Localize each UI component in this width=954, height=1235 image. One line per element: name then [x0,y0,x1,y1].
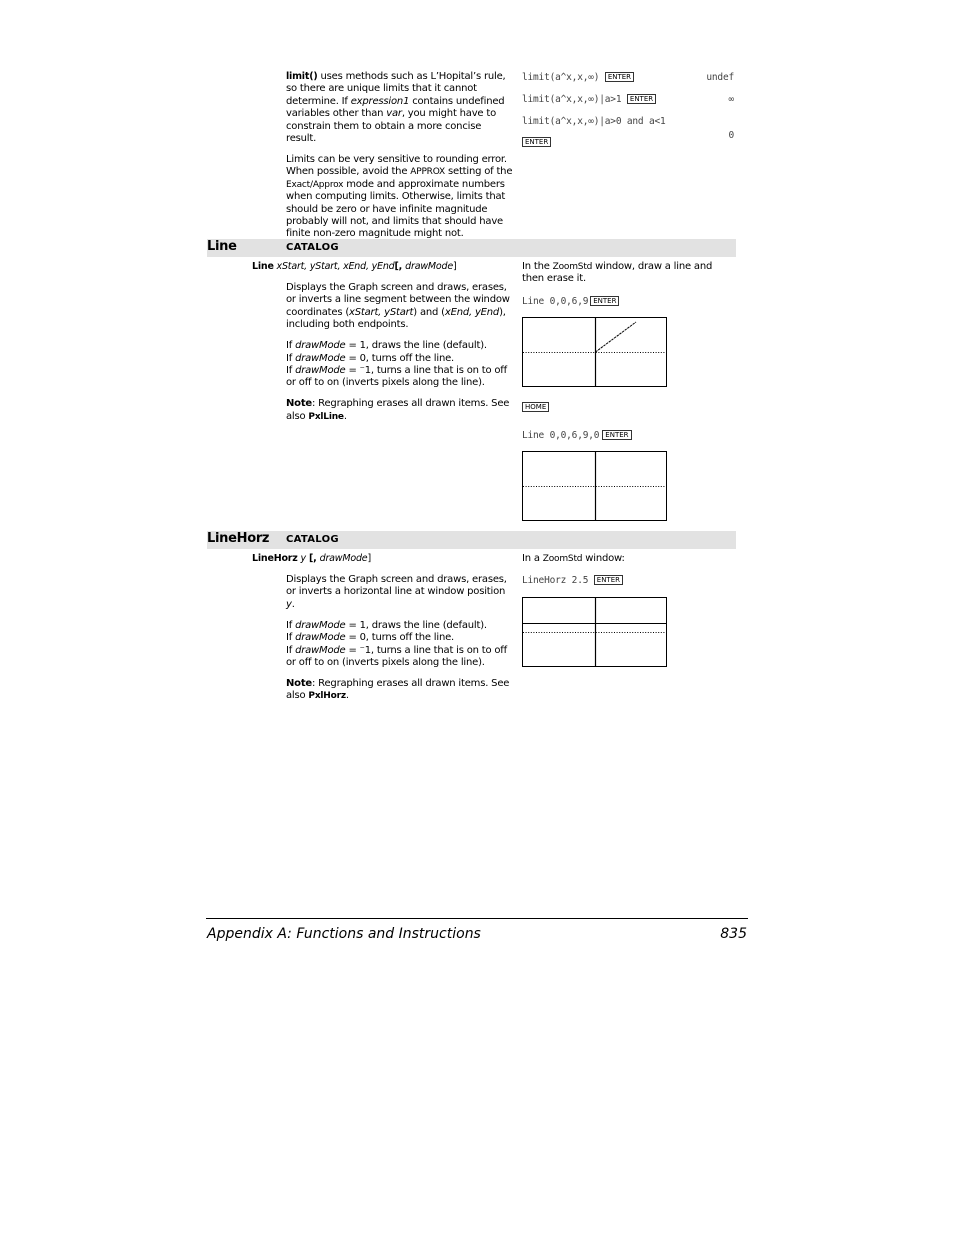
mode-line: If drawMode = ⁻1, turns a line that is on to off or off to on (inverts pixels along the line). [286,644,507,668]
line-syntax [252,261,456,272]
enter-key: ENTER [594,575,623,585]
catalog-label: CATALOG [286,534,339,545]
limit-result-1: undef [706,72,734,83]
line-example-intro: In the ZoomStd window, draw a line and then erase it. [522,261,713,285]
text: ), including both endpoints. [286,306,506,331]
start-coords: xStart, yStart [349,306,414,318]
line-title: Line [207,239,237,254]
enter-key: ENTER [590,296,619,306]
linehorz-example-intro: In a ZoomStd window: [522,553,625,564]
enter-key: ENTER [522,137,551,147]
line-drawmode-list [286,340,512,390]
see-also-ref: PxlLine [308,411,344,422]
linehorz-graph [522,597,667,667]
linehorz-header [207,531,736,549]
opt-close: ] [367,553,371,564]
var-var: var [386,108,402,120]
zoomstd-mode: ZoomStd [542,554,583,564]
text: ) and ( [413,306,445,318]
args: xStart, yStart, xEnd, yEnd [276,261,395,272]
linehorz-note: Note: Regraphing erases all drawn items. See also PxlHorz. [286,677,510,702]
graph-screen [523,598,666,666]
text: Displays the Graph screen and draws, erases, or inverts a line segment between the window coordinates ( [286,282,510,318]
linehorz-desc: Displays the Graph screen and draws, erases, or inverts a horizontal line at window position y. [286,574,507,610]
limit-example-3-key [522,130,551,149]
home-key-row [522,395,549,414]
note-label: Note [286,677,313,689]
limit-example-3: limit(a^x,x,∞)|a>0 and a<1 [522,116,666,127]
opt-open: [, [305,553,320,564]
line-graph-drawn [522,317,667,387]
opt-arg: drawMode [319,553,368,564]
opt-close: ] [452,261,457,272]
y-var: y [286,598,292,610]
see-also-ref: PxlHorz [308,691,346,702]
linehorz-syntax [252,553,371,564]
mode-line: If drawMode = 1, draws the line (default). [286,619,487,631]
expr-var: expression1 [350,95,410,107]
limit-fn-name: limit() [286,71,318,82]
example-input: limit(a^x,x,∞)|a>1 [522,94,622,105]
linehorz-drawmode-list [286,620,512,670]
limit-notes [286,71,514,249]
text: : Regraphing erases all drawn items. See also [286,398,510,422]
limit-result-3: 0 [728,130,734,141]
graph-screen [523,318,666,386]
line-note: Note: Regraphing erases all drawn items. See also PxlLine. [286,398,510,422]
text: mode and approximate numbers when computing limits. Otherwise, limits that should be zero or have infinite magnitude probably will not, and limits that should have finite non-zero magnitude might not. [286,178,506,240]
enter-key: ENTER [605,72,634,82]
approx-setting: APPROX [410,167,446,178]
mode-line: If drawMode = 0, turns off the line. [286,352,455,364]
line-desc [286,282,512,332]
line-example-1 [522,296,619,307]
mode-line: If drawMode = 0, turns off the line. [286,632,455,644]
footer-rule [206,918,748,919]
line-description [286,282,512,432]
exact-approx-mode: Exact/Approx [286,179,344,190]
limit-example-2 [522,94,656,105]
linehorz-title: LineHorz [207,531,270,546]
enter-key: ENTER [627,94,656,104]
page-number: 835 [720,926,747,942]
text: Limits can be very sensitive to rounding error. When possible, avoid the [286,153,507,178]
arg: y [300,553,306,564]
line-graph-erased [522,451,667,521]
linehorz-example-1 [522,575,623,586]
example-input: Line 0,0,6,9 [522,296,589,307]
mode-line: If drawMode = 1, draws the line (default). [286,340,487,352]
limit-result-2: ∞ [728,94,734,105]
text: contains undefined variables other than [286,95,505,120]
catalog-label: CATALOG [286,242,339,253]
text: setting of the [445,166,513,178]
cmd-name: Line [252,261,274,272]
footer-title: Appendix A: Functions and Instructions [207,926,481,942]
line-header [207,239,736,257]
end-coords: xEnd, yEnd [444,306,500,318]
enter-key: ENTER [602,430,631,440]
example-input: Line 0,0,6,9,0 [522,430,600,441]
opt-arg: drawMode [405,261,453,272]
zoomstd-mode: ZoomStd [552,262,593,272]
cmd-name: LineHorz [252,553,298,564]
linehorz-description [286,574,512,711]
example-input: LineHorz 2.5 [522,575,589,586]
text: uses methods such as L’Hopital’s rule, so there are unique limits that it cannot determine. If [286,71,506,107]
home-key: HOME [522,402,549,412]
note-label: Note [286,398,313,410]
limit-note-rounding [286,154,514,241]
mode-line: If drawMode = ⁻1, turns a line that is on to off or off to on (inverts pixels along the line). [286,364,507,389]
example-input: limit(a^x,x,∞) [522,72,600,83]
opt-open: [, [394,261,406,272]
limit-example-1 [522,72,634,83]
text: , you might have to constrain them to obtain a more concise result. [286,108,496,145]
line-example-2 [522,430,632,441]
graph-screen [523,452,666,520]
limit-note-methods [286,71,514,145]
